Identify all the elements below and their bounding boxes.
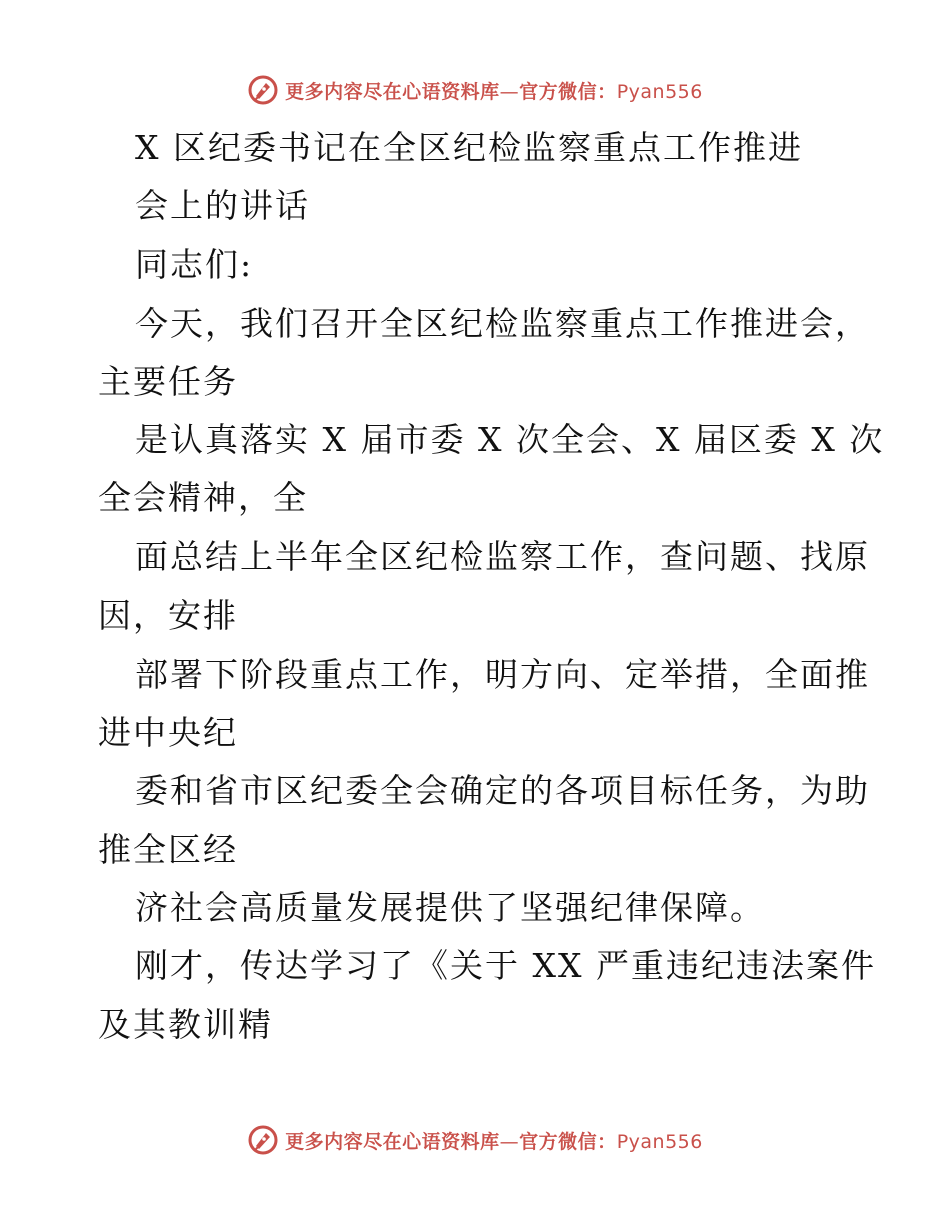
salutation: 同志们: [135, 245, 254, 284]
watermark-text [285, 1127, 703, 1154]
watermark-banner-bottom [0, 1120, 950, 1160]
paragraph-line: 全会精神，全 [98, 478, 308, 517]
paragraph-line: 济社会高质量发展提供了坚强纪律保障。 [135, 888, 765, 927]
paragraph-line: 因，安排 [98, 596, 238, 635]
watermark-brand: 更多内容尽在心语资料库 [285, 1130, 500, 1153]
title-line-2: 会上的讲话 [135, 186, 310, 225]
paragraph-line: 部署下阶段重点工作，明方向、定举措，全面推 [135, 655, 870, 694]
paragraph-line: 主要任务 [98, 362, 238, 401]
paragraph-line: 是认真落实 X 届市委 X 次全会、X 届区委 X 次 [135, 420, 885, 459]
watermark-label: 官方微信： [519, 1130, 617, 1153]
watermark-account: Pyan556 [616, 80, 703, 103]
pen-nib-circle-icon [247, 1124, 279, 1156]
watermark-account: Pyan556 [616, 1130, 703, 1153]
paragraph-line: 委和省市区纪委全会确定的各项目标任务，为助 [135, 771, 870, 810]
paragraph-line: 刚才，传达学习了《关于 XX 严重违纪违法案件 [135, 946, 876, 985]
paragraph-line: 面总结上半年全区纪检监察工作，查问题、找原 [135, 537, 870, 576]
watermark-brand: 更多内容尽在心语资料库 [285, 80, 500, 103]
paragraph-line: 进中央纪 [98, 713, 238, 752]
title-line-1: X 区纪委书记在全区纪检监察重点工作推进 [135, 128, 803, 167]
watermark-separator: — [499, 80, 520, 103]
watermark-label: 官方微信： [519, 80, 617, 103]
watermark-separator: — [499, 1130, 520, 1153]
paragraph-line: 推全区经 [98, 830, 238, 869]
paragraph-line: 及其教训精 [98, 1005, 273, 1044]
paragraph-line: 今天，我们召开全区纪检监察重点工作推进会， [135, 304, 870, 343]
